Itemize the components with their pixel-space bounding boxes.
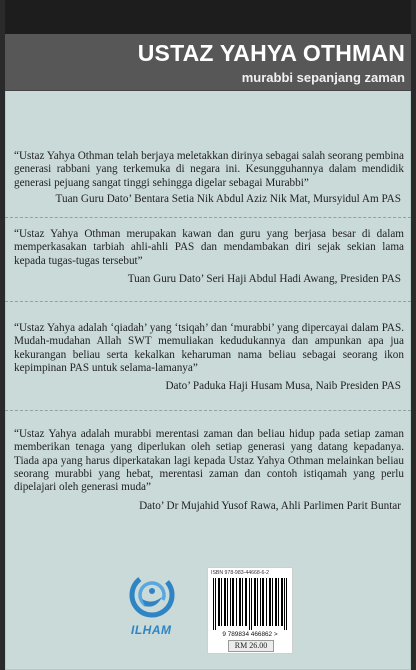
barcode-box xyxy=(207,567,293,654)
quote-1-text: “Ustaz Yahya Othman telah berjaya meletakkan dirinya sebagai salah seorang pembina generasi rabbani yang terkemuka di negara ini. Kesungguhannya dalam mendidik generasi pejuang sangat tinggi sehingga digelar sebagai Murabbi” xyxy=(14,150,404,189)
publisher-logo-text: ILHAM xyxy=(131,623,172,637)
quote-4-text: “Ustaz Yahya adalah murabbi merentasi zaman dan beliau hidup pada setiap zaman memberikan tenaga yang diperlukan oleh setiap generasi yang datang kepadanya. Tiada apa yang harus diperkatakan lagi kepada Ustaz Yahya Othman melainkan beliau seorang murabbi yang hebat, merentasi zaman dan contoh istiqamah yang perlu dipelajari oleh generasi muda” xyxy=(14,428,404,494)
section-divider xyxy=(5,410,411,411)
quote-4-attribution: Dato’ Dr Mujahid Yusof Rawa, Ahli Parlimen Parit Buntar xyxy=(139,500,401,512)
book-subtitle: murabbi sepanjang zaman xyxy=(241,70,405,85)
quote-3-text: “Ustaz Yahya adalah ‘qiadah’ yang ‘tsiqah’ dan ‘murabbi’ yang dipercayai dalam PAS. Mudah-mudahan Allah SWT memuliakan kedudukannya dan ampunkan apa jua kekurangan beliau serta kekalkan keharuman nama beliau sebagai seorang ikon kepimpinan PAS untuk selama-lamanya” xyxy=(14,322,404,374)
barcode-digits: 9 789834 466862 xyxy=(222,631,273,638)
section-divider xyxy=(5,301,411,302)
section-divider xyxy=(5,217,411,218)
back-cover xyxy=(5,0,411,670)
top-dark-band xyxy=(5,0,411,34)
book-title: USTAZ YAHYA OTHMAN xyxy=(137,40,405,66)
barcode-number xyxy=(210,631,290,638)
price-tag: RM 26.00 xyxy=(228,640,274,652)
title-header xyxy=(5,34,411,91)
barcode-addon: > xyxy=(273,631,278,638)
quote-1-attribution: Tuan Guru Dato’ Bentara Setia Nik Abdul Aziz Nik Mat, Mursyidul Am PAS xyxy=(55,193,401,205)
quote-3-attribution: Dato’ Paduka Haji Husam Musa, Naib Presiden PAS xyxy=(165,380,401,392)
barcode-icon xyxy=(212,578,288,630)
quote-2-attribution: Tuan Guru Dato’ Seri Haji Abdul Hadi Awang, Presiden PAS xyxy=(127,273,401,285)
isbn-label: ISBN 978-983-44668-6-2 xyxy=(211,570,269,576)
quote-2-text: “Ustaz Yahya Othman merupakan kawan dan guru yang berjasa besar di dalam memperkasakan tarbiah ahli-ahli PAS dan mendambakan diri sejak sekian lama kepada tugas-tugas tersebut” xyxy=(14,228,404,267)
